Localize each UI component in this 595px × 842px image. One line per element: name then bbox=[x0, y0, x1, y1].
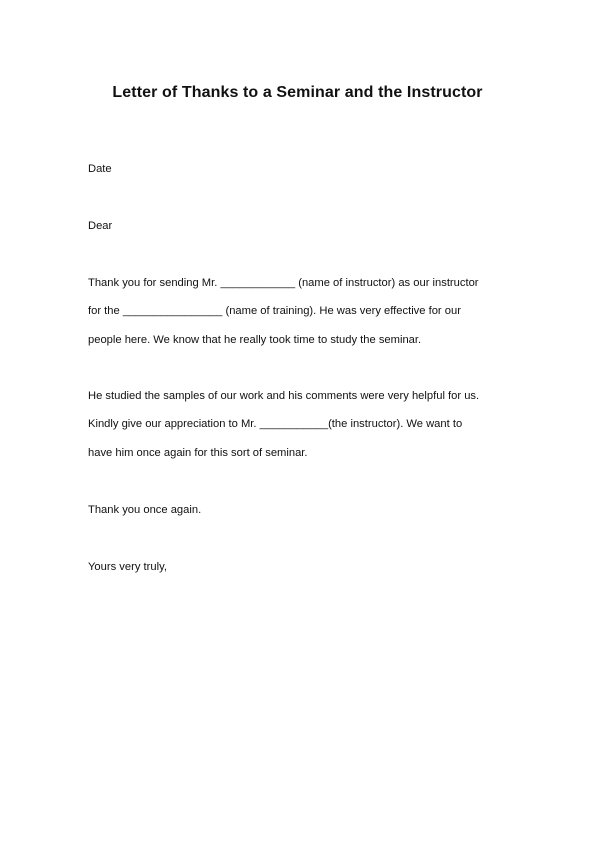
date-label: Date bbox=[88, 163, 112, 175]
salutation: Dear bbox=[88, 220, 113, 232]
paragraph1-line3: people here. We know that he really took time to study the seminar. bbox=[88, 334, 422, 346]
paragraph1-line2: for the ________________ (name of training). He was very effective for our bbox=[88, 305, 461, 317]
document-title: Letter of Thanks to a Seminar and the Instructor bbox=[112, 84, 483, 101]
paragraph1-line1: Thank you for sending Mr. ____________ (name of instructor) as our instructor bbox=[88, 277, 479, 289]
paragraph2-line3: have him once again for this sort of seminar. bbox=[88, 447, 308, 459]
signoff: Yours very truly, bbox=[88, 561, 167, 573]
paragraph2-line2: Kindly give our appreciation to Mr. ___________(the instructor). We want to bbox=[88, 418, 463, 430]
paragraph2-line1: He studied the samples of our work and his comments were very helpful for us. bbox=[88, 390, 480, 402]
closing-thanks: Thank you once again. bbox=[88, 504, 202, 516]
